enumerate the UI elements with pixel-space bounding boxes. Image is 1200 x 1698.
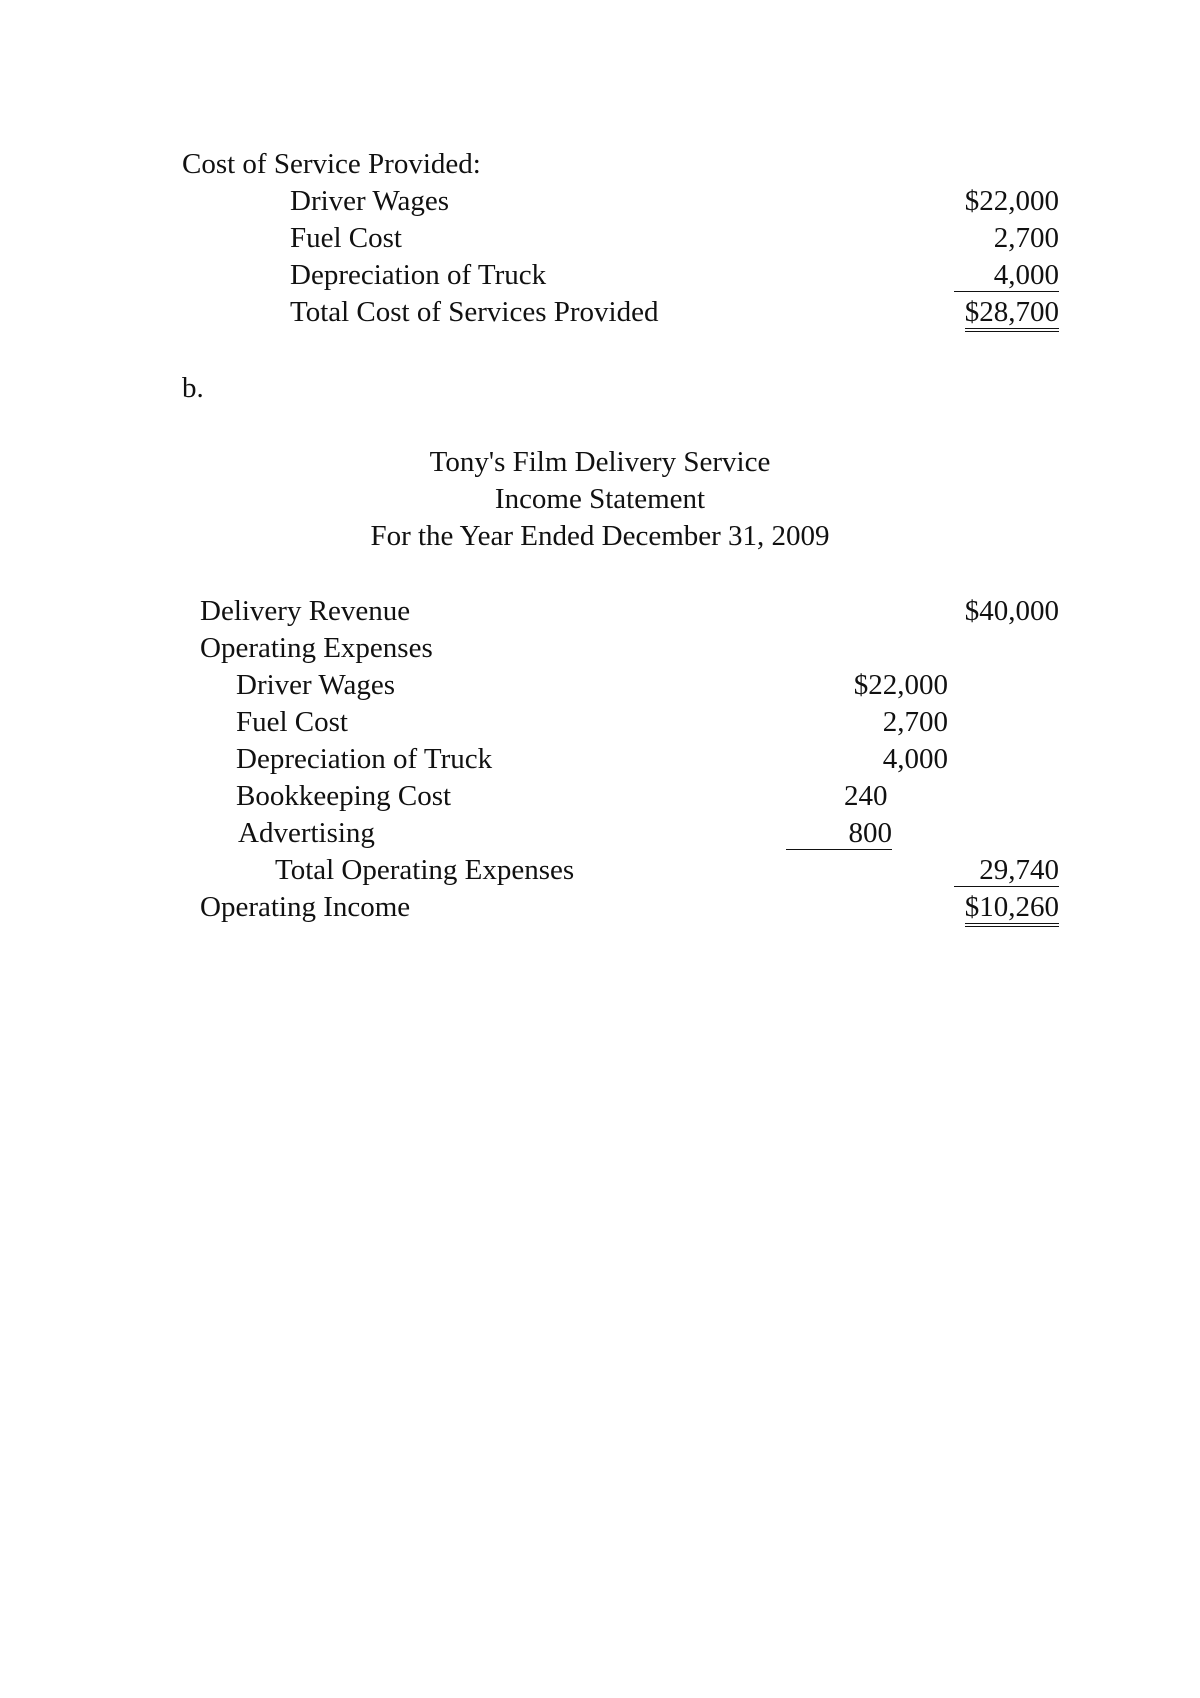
expense-label: Driver Wages (236, 669, 395, 701)
revenue-amount: $40,000 (964, 595, 1059, 627)
operating-income-amount: $10,260 (965, 893, 1059, 927)
expense-amount: 240 (844, 780, 888, 812)
statement-period: For the Year Ended December 31, 2009 (370, 520, 830, 552)
row-amount-underlined: 4,000 (954, 261, 1059, 292)
company-name: Tony's Film Delivery Service (429, 446, 771, 478)
section-heading: Cost of Service Provided: (182, 148, 481, 180)
total-amount: $28,700 (965, 298, 1059, 332)
total-label: Total Cost of Services Provided (290, 296, 659, 328)
total-expenses-amount: 29,740 (954, 856, 1059, 887)
expense-amount: 4,000 (882, 743, 948, 775)
row-label: Fuel Cost (290, 222, 402, 254)
row-amount: $22,000 (964, 185, 1059, 217)
row-label: Driver Wages (290, 185, 449, 217)
expenses-heading: Operating Expenses (200, 632, 433, 664)
expense-amount-underlined: 800 (786, 819, 892, 850)
expense-label: Bookkeeping Cost (236, 780, 452, 812)
expense-label: Advertising (238, 817, 375, 849)
part-marker: b. (182, 372, 204, 404)
total-expenses-label: Total Operating Expenses (275, 854, 575, 886)
revenue-label: Delivery Revenue (200, 595, 411, 627)
expense-label: Depreciation of Truck (236, 743, 493, 775)
expense-amount: 2,700 (882, 706, 948, 738)
row-label: Depreciation of Truck (290, 259, 547, 291)
expense-amount: $22,000 (853, 669, 948, 701)
expense-label: Fuel Cost (236, 706, 348, 738)
statement-name: Income Statement (494, 483, 706, 515)
row-amount: 2,700 (993, 222, 1059, 254)
operating-income-label: Operating Income (200, 891, 411, 923)
